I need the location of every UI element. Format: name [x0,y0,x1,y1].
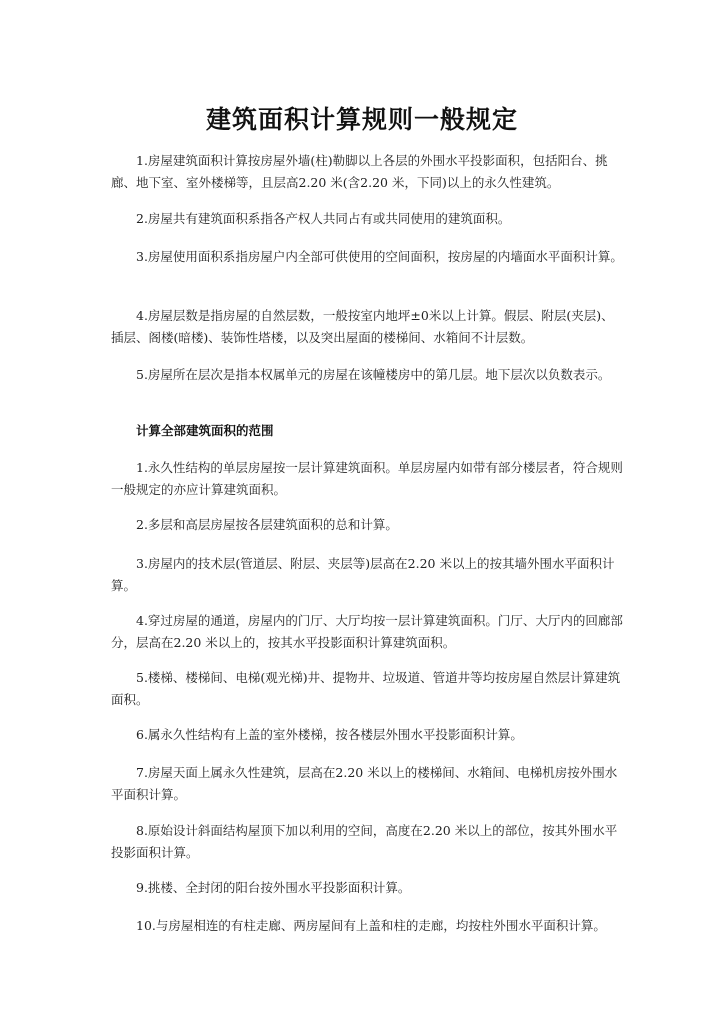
full-area-rule-1: 1.永久性结构的单层房屋按一层计算建筑面积。单层房屋内如带有部分楼层者，符合规则一般规定的亦应计算建筑面积。 [111,460,623,497]
full-area-rule-4: 4.穿过房屋的通道，房屋内的门厅、大厅均按一层计算建筑面积。门厅、大厅内的回廊部分，层高在2.20 米以上的，按其水平投影面积计算建筑面积。 [111,613,623,650]
general-rule-4: 4.房屋层数是指房屋的自然层数，一般按室内地坪±0米以上计算。假层、附层(夹层)、插层、阁楼(暗楼)、装饰性塔楼，以及突出屋面的楼梯间、水箱间不计层数。 [111,308,614,345]
general-rule-5: 5.房屋所在层次是指本权属单元的房屋在该幢楼房中的第几层。地下层次以负数表示。 [136,367,611,382]
full-area-rule-2: 2.多层和高层房屋按各层建筑面积的总和计算。 [136,517,398,532]
full-area-rule-3: 3.房屋内的技术层(管道层、附层、夹层等)层高在2.20 米以上的按其墙外围水平面积计算。 [111,556,615,593]
section-heading: 计算全部建筑面积的范围 [136,423,274,438]
general-rule-2: 2.房屋共有建筑面积系指各产权人共同占有或共同使用的建筑面积。 [136,211,511,226]
full-area-rule-9: 9.挑楼、全封闭的阳台按外围水平投影面积计算。 [136,880,411,895]
full-area-rule-7: 7.房屋天面上属永久性建筑，层高在2.20 米以上的楼梯间、水箱间、电梯机房按外围水平面积计算。 [111,765,618,802]
document-title: 建筑面积计算规则一般规定 [205,105,518,134]
general-rule-3: 3.房屋使用面积系指房屋户内全部可供使用的空间面积，按房屋的内墙面水平面积计算。 [136,249,623,264]
full-area-rule-5: 5.楼梯、楼梯间、电梯(观光梯)井、提物井、垃圾道、管道井等均按房屋自然层计算建筑面积。 [111,670,621,707]
full-area-rule-6: 6.属永久性结构有上盖的室外楼梯，按各楼层外围水平投影面积计算。 [136,727,523,742]
general-rule-1: 1.房屋建筑面积计算按房屋外墙(柱)勒脚以上各层的外围水平投影面积，包括阳台、挑廊、地下室、室外楼梯等，且层高2.20 米(含2.20 米，下同)以上的永久性建筑。 [111,153,608,190]
full-area-rule-10: 10.与房屋相连的有柱走廊、两房屋间有上盖和柱的走廊，均按柱外围水平面积计算。 [136,918,606,933]
full-area-rule-8: 8.原始设计斜面结构屋顶下加以利用的空间，高度在2.20 米以上的部位，按其外围水平投影面积计算。 [111,823,618,860]
